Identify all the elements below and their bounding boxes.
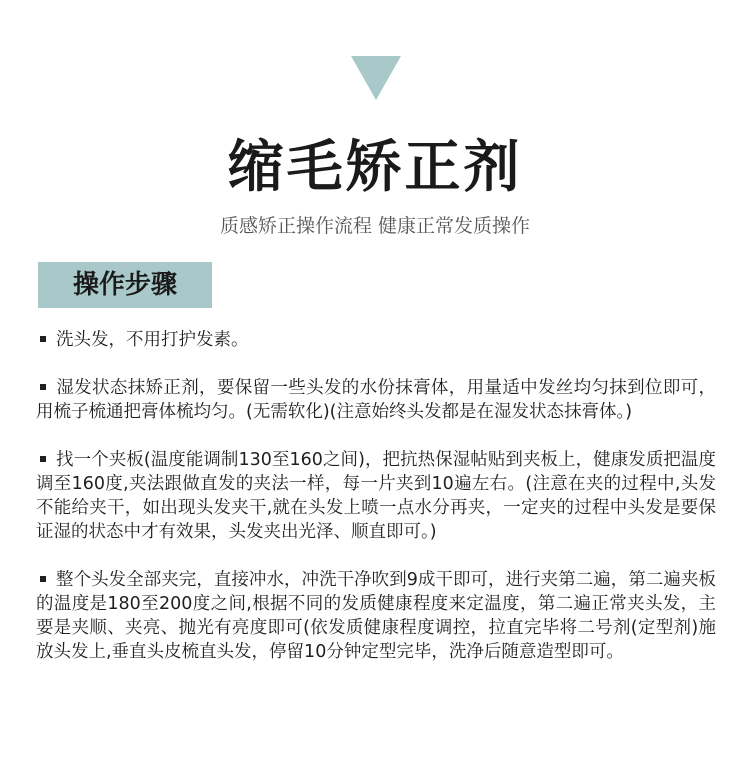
step-text: 湿发状态抹矫正剂，要保留一些头发的水份抹膏体，用量适中发丝均匀抹到位即可，用梳子梳通把膏体梳均匀。(无需软化)(注意始终头发都是在湿发状态抹膏体。) xyxy=(36,378,716,422)
bullet-icon xyxy=(40,384,46,390)
step-item xyxy=(36,328,716,352)
step-text: 洗头发，不用打护发素。 xyxy=(56,330,249,350)
step-item xyxy=(36,376,716,424)
step-text: 整个头发全部夹完，直接冲水，冲洗干净吹到9成干即可，进行夹第二遍，第二遍夹板的温度是180至200度之间,根据不同的发质健康程度来定温度，第二遍正常夹头发，主要是夹顺、夹亮、抛光有亮度即可(依发质健康程度调控，拉直完毕将二号剂(定型剂)施放头发上,垂直头皮梳直头发，停留10分钟定型完毕，洗净后随意造型即可。 xyxy=(36,570,716,662)
bullet-icon xyxy=(40,576,46,582)
step-item xyxy=(36,448,716,544)
steps-list xyxy=(36,328,716,688)
step-text: 找一个夹板(温度能调制130至160之间)，把抗热保湿帖贴到夹板上，健康发质把温度调至160度,夹法跟做直发的夹法一样，每一片夹到10遍左右。(注意在夹的过程中,头发不能给夹干，如出现头发夹干,就在头发上喷一点水分再夹，一定夹的过程中头发是要保证湿的状态中才有效果，头发夹出光泽、顺直即可。) xyxy=(36,450,716,542)
page-title: 缩毛矫正剂 xyxy=(227,135,523,200)
bullet-icon xyxy=(40,456,46,462)
bullet-icon xyxy=(40,336,46,342)
triangle-marker-icon xyxy=(351,56,401,100)
page-subtitle: 质感矫正操作流程 健康正常发质操作 xyxy=(219,215,531,237)
step-item xyxy=(36,568,716,664)
section-label: 操作步骤 xyxy=(38,262,212,308)
